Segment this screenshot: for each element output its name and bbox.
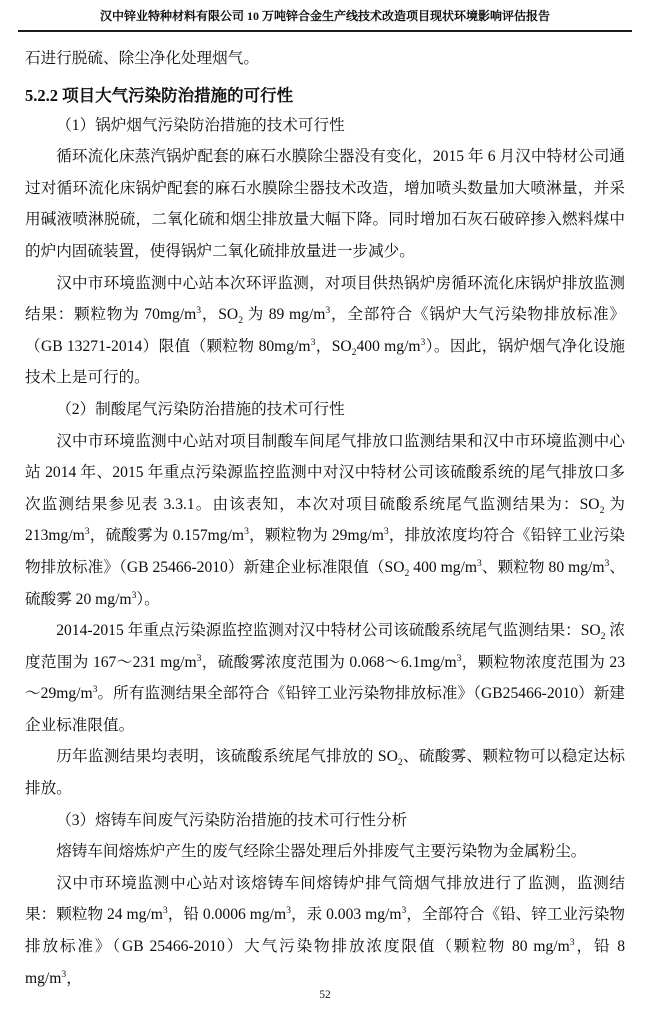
- paragraph: 汉中市环境监测中心站本次环评监测，对项目供热锅炉房循环流化床锅炉排放监测结果：颗粒物为 $70mg/m^3$，$SO_2$ 为 89 $mg/m^3$，全部符合《锅炉大气污染物排放标准》（GB 13271-2014）限值（颗粒物 $80mg/m^3$，$SO_2400$ $mg/m^3$）。因此，锅炉烟气净化设施技术上是可行的。: [25, 274, 626, 387]
- page-header: [18, 8, 632, 32]
- paragraph: （3）熔铸车间废气污染防治措施的技术可行性分析: [56, 811, 408, 829]
- paragraph: 汉中市环境监测中心站对该熔铸车间熔铸炉排气筒烟气排放进行了监测，监测结果：颗粒物 24 $mg/m^3$，铅 0.0006 $mg/m^3$，汞 0.003 $mg/m^3$，全部符合《铅、锌工业污染物排放标准》（GB 25466-2010）大气污染物排放浓度限值（颗粒物 80 $mg/m^3$，铅 8 $mg/m^3$，: [25, 874, 626, 987]
- page-number: 52: [319, 989, 331, 1001]
- paragraph: （2）制酸尾气污染防治措施的技术可行性: [56, 400, 345, 418]
- paragraph: 历年监测结果均表明，该硫酸系统尾气排放的 $SO_2$、硫酸雾、颗粒物可以稳定达标排放。: [25, 748, 625, 798]
- header-title: 汉中锌业特种材料有限公司 10 万吨锌合金生产线技术改造项目现状环境影响评估报告: [99, 9, 550, 23]
- paragraph: 汉中市环境监测中心站对项目制酸车间尾气排放口监测结果和汉中市环境监测中心站 2014 年、2015 年重点污染源监控监测中对汉中特材公司该硫酸系统的尾气排放口多次监测结果参见表 3.3.1。由该表知，本次对项目硫酸系统尾气监测结果为：$SO_2$ 为 $213mg/m^3$，硫酸雾为 $0.157mg/m^3$，颗粒物为 $29mg/m^3$，排放浓度均符合《铅锌工业污染物排放标准》（GB 25466-2010）新建企业标准限值（$SO_2$ 400 $mg/m^3$、颗粒物 80 $mg/m^3$、硫酸雾 20 $mg/m^3$）。: [25, 432, 625, 608]
- section-heading: 5.2.2 项目大气污染防治措施的可行性: [25, 85, 294, 105]
- paragraph: 石进行脱硫、除尘净化处理烟气。: [25, 50, 259, 67]
- paragraph: （1）锅炉烟气污染防治措施的技术可行性: [56, 116, 345, 134]
- paragraph: 循环流化床蒸汽锅炉配套的麻石水膜除尘器没有变化，2015 年 6 月汉中特材公司通过对循环流化床锅炉配套的麻石水膜除尘器技术改造，增加喷头数量加大喷淋量，并采用碱液喷淋脱硫，二氧化硫和烟尘排放量大幅下降。同时增加石灰石破碎掺入燃料煤中的炉内固硫装置，使得锅炉二氧化硫排放量进一步减少。: [25, 148, 625, 260]
- document-body: [25, 43, 625, 994]
- paragraph: 2014-2015 年重点污染源监控监测对汉中特材公司该硫酸系统尾气监测结果：$SO_2$ 浓度范围为 167～231 $mg/m^3$，硫酸雾浓度范围为 $0.068\sim 6.1mg/m^3$，颗粒物浓度范围为 $23\sim 29mg/m^3$。所有监测结果全部符合《铅锌工业污染物排放标准》（GB25466-2010）新建企业标准限值。: [25, 622, 625, 734]
- page-footer: [0, 989, 650, 1001]
- paragraph: 熔铸车间熔炼炉产生的废气经除尘器处理后外排废气主要污染物为金属粉尘。: [56, 843, 587, 861]
